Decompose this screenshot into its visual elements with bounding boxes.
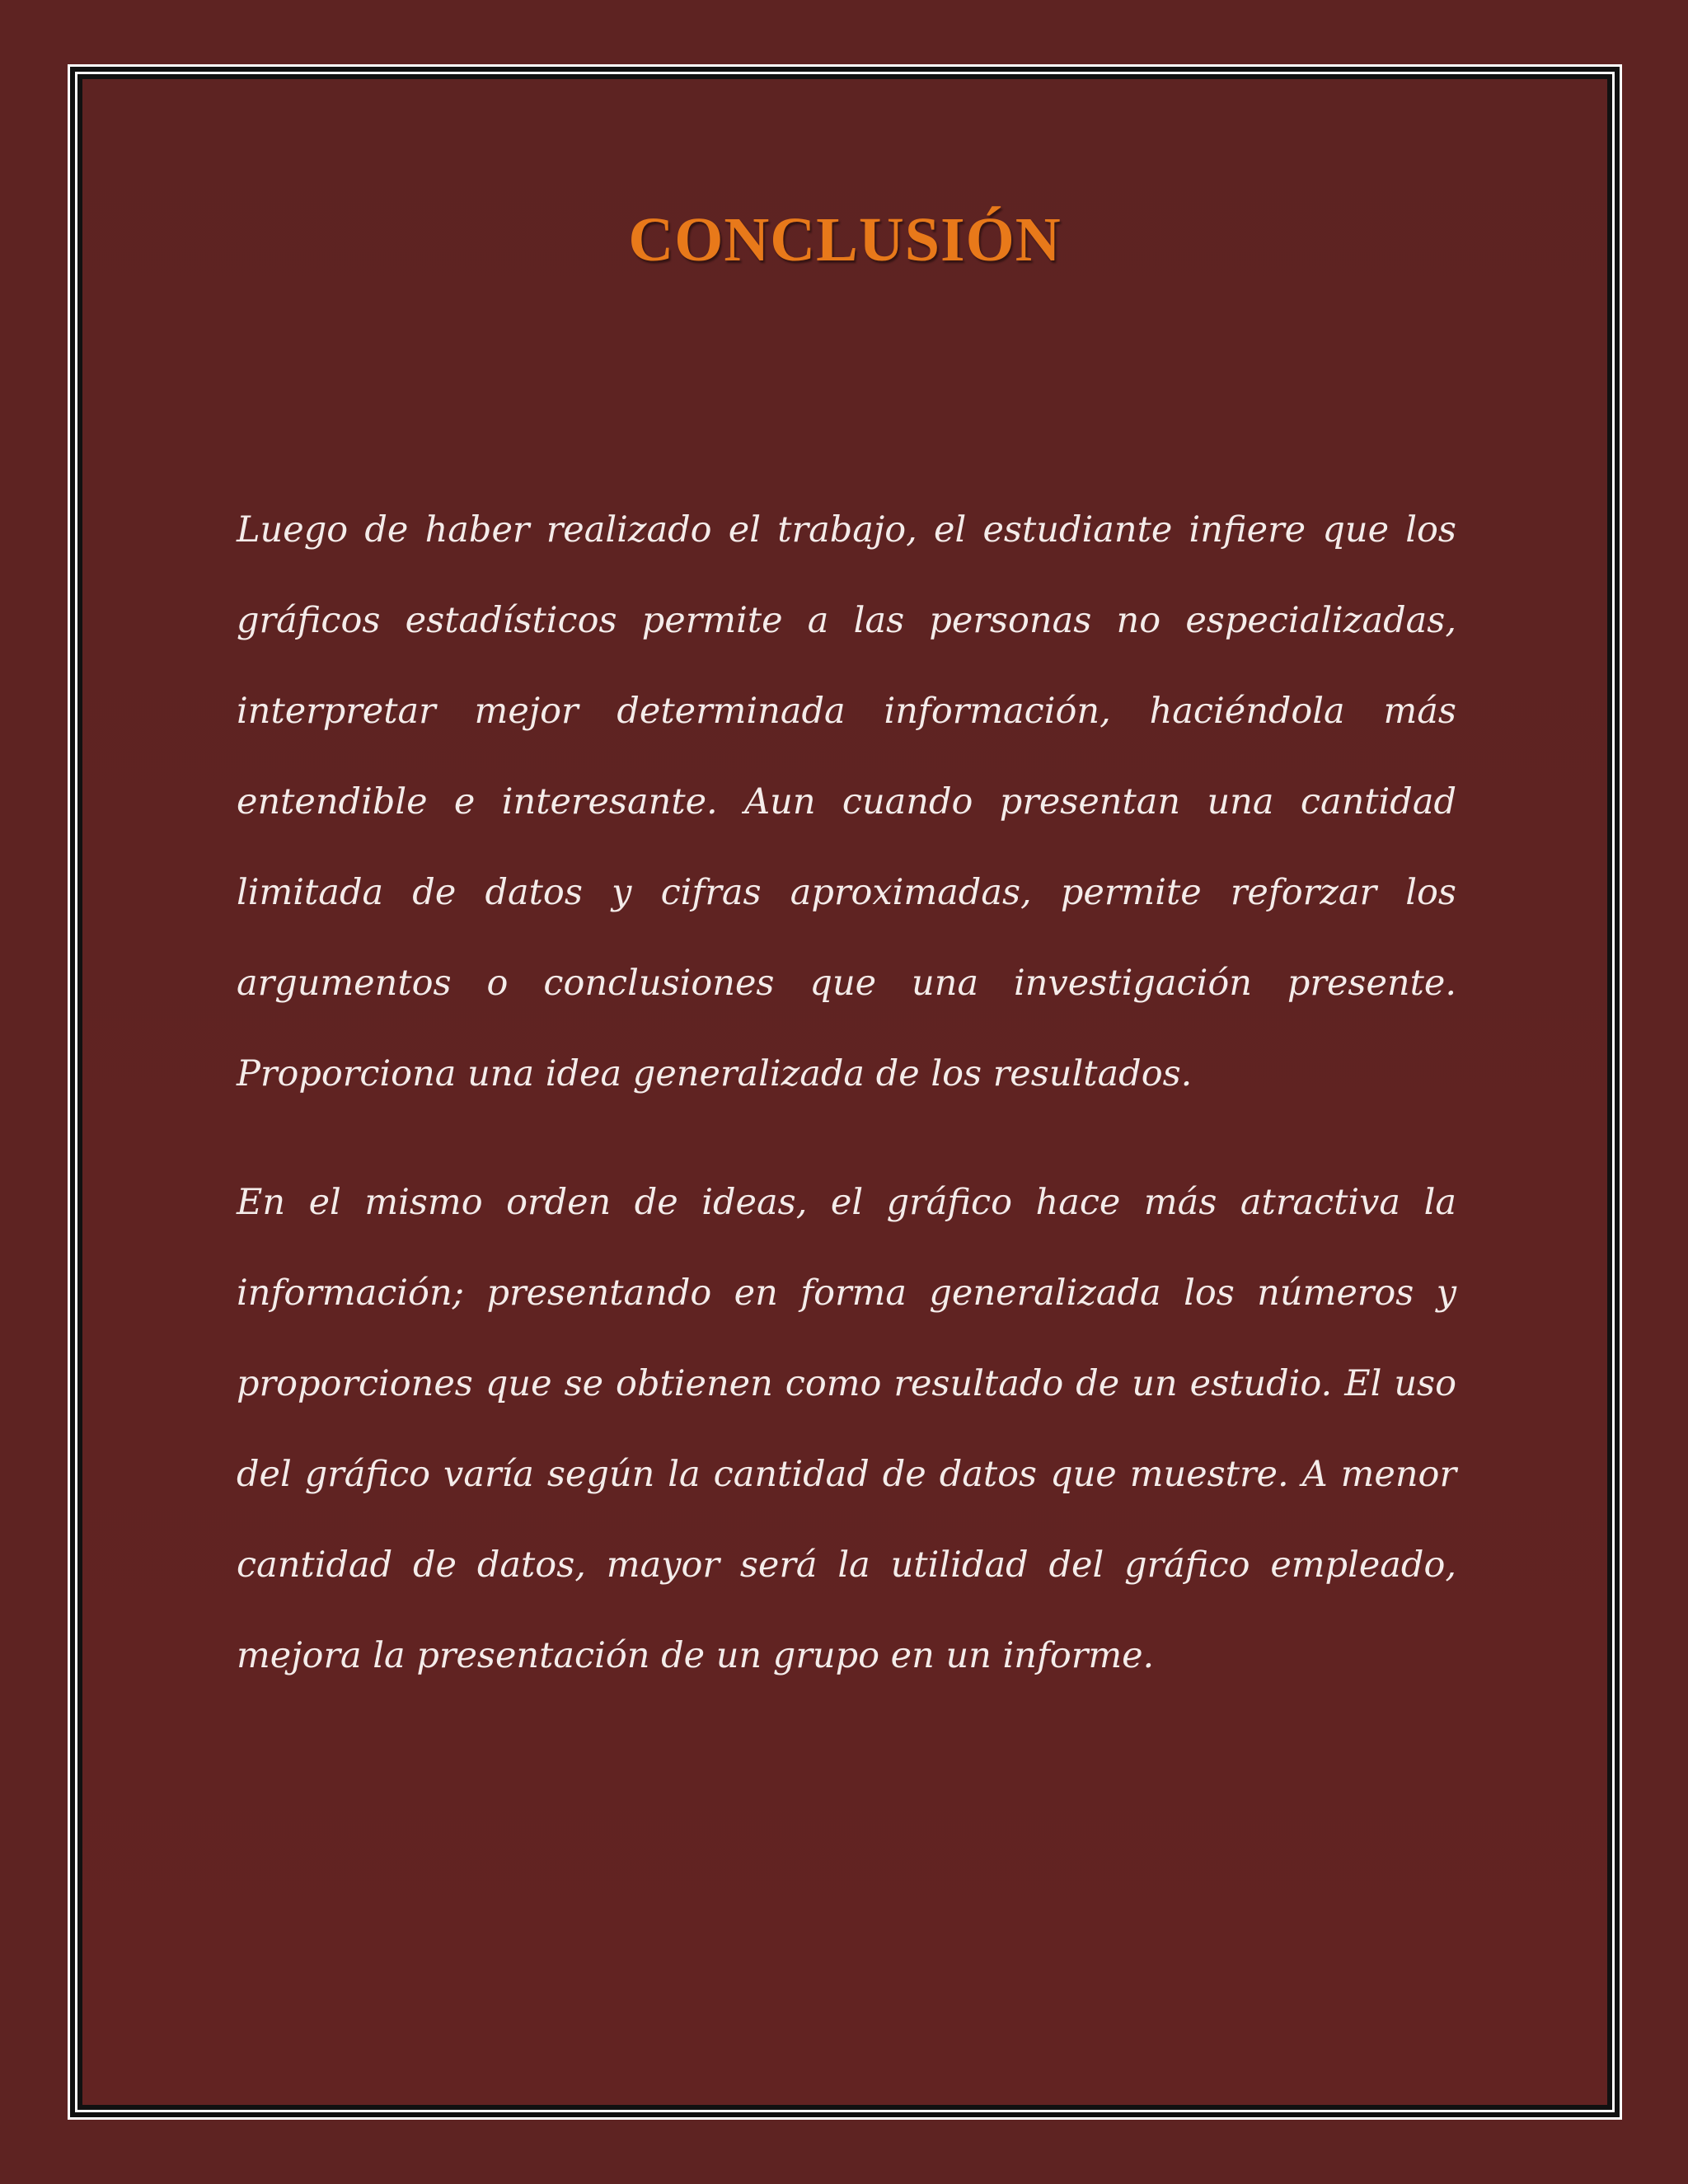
paragraph-2: En el mismo orden de ideas, el gráfico hace más atractiva la información; presentando en forma generalizada los números y proporciones que se obtienen como resultado de un estudio. El uso del gráfico varía según la cantidad de datos que muestre. A menor cantidad de datos, mayor será la utilidad del gráfico empleado, mejora la presentación de un grupo en un informe. — [237, 1182, 1456, 1676]
paragraph-1: Luego de haber realizado el trabajo, el estudiante infiere que los gráficos estadísticos permite a las personas no especializadas, interpretar mejor determinada información, haciéndola más entendible e interesante. Aun cuando presentan una cantidad limitada de datos y cifras aproximadas, permite reforzar los argumentos o conclusiones que una investigación presente. Proporciona una idea generalizada de los resultados. — [237, 509, 1456, 1094]
page-title: CONCLUSIÓN — [628, 205, 1062, 274]
document-page — [82, 79, 1607, 2105]
page-border-outer — [68, 64, 1622, 2120]
page-border-inner — [75, 72, 1615, 2112]
conclusion-body — [237, 485, 1456, 1739]
